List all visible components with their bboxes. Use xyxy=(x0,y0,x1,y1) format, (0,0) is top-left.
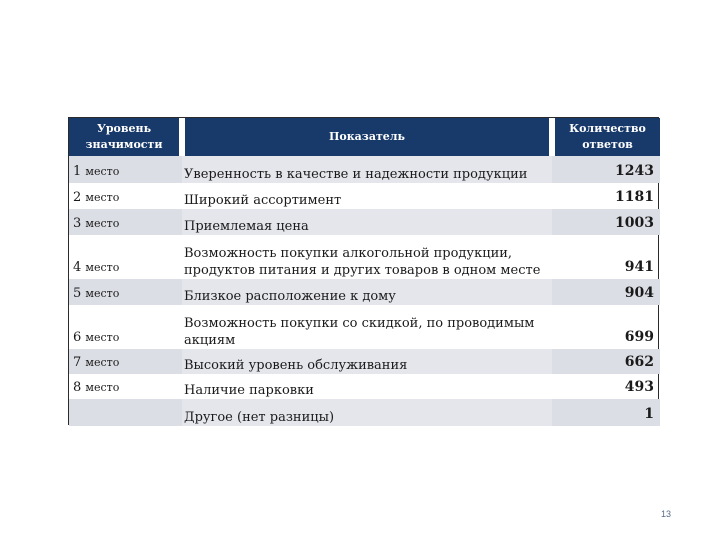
place-number: 1 xyxy=(73,164,82,179)
table-row xyxy=(69,399,660,426)
header-indicator: Показатель xyxy=(182,118,552,156)
count-cell: 493 xyxy=(624,379,654,395)
count-cell: 1 xyxy=(552,399,660,426)
indicator-cell: Широкий ассортимент xyxy=(184,193,342,208)
place-word: место xyxy=(85,356,120,369)
indicator-cell: Высокий уровень обслуживания xyxy=(182,349,552,374)
table-row xyxy=(69,235,660,279)
header-row xyxy=(69,118,660,156)
place-word: место xyxy=(85,381,120,394)
place-word: место xyxy=(85,287,120,300)
count-cell: 904 xyxy=(552,279,660,305)
count-cell: 699 xyxy=(624,329,654,345)
data-table xyxy=(68,117,659,425)
count-cell: 662 xyxy=(552,349,660,374)
table-row xyxy=(69,349,660,374)
place-number: 4 xyxy=(73,260,82,275)
place-word: место xyxy=(85,261,120,274)
place-number: 7 xyxy=(73,355,82,370)
indicator-cell: Возможность покупки алкогольной продукции, продуктов питания и других товаров в одном месте xyxy=(184,246,541,278)
indicator-cell: Уверенность в качестве и надежности продукции xyxy=(182,156,552,183)
place-cell xyxy=(69,305,182,349)
place-cell xyxy=(69,279,182,305)
place-cell xyxy=(69,374,182,399)
header-importance: Уровень значимости xyxy=(69,118,182,156)
table-row xyxy=(69,374,660,399)
count-cell: 941 xyxy=(624,259,654,275)
table-row xyxy=(69,156,660,183)
place-number: 3 xyxy=(73,216,82,231)
place-cell xyxy=(69,209,182,235)
place-number: 6 xyxy=(73,330,82,345)
place-word: место xyxy=(85,191,120,204)
indicator-cell: Близкое расположение к дому xyxy=(182,279,552,305)
place-cell xyxy=(69,399,182,426)
place-cell xyxy=(69,183,182,209)
indicator-cell: Наличие парковки xyxy=(184,383,314,398)
place-word: место xyxy=(85,331,120,344)
indicator-cell: Приемлемая цена xyxy=(182,209,552,235)
indicator-cell: Возможность покупки со скидкой, по проводимым акциям xyxy=(184,316,535,348)
table-row xyxy=(69,305,660,349)
table-row xyxy=(69,209,660,235)
count-cell: 1003 xyxy=(552,209,660,235)
place-cell xyxy=(69,349,182,374)
place-number: 5 xyxy=(73,286,82,301)
place-word: место xyxy=(85,165,120,178)
place-cell xyxy=(69,156,182,183)
count-cell: 1243 xyxy=(552,156,660,183)
count-cell: 1181 xyxy=(615,189,654,205)
header-count: Количество ответов xyxy=(552,118,660,156)
place-number: 8 xyxy=(73,380,82,395)
table-row xyxy=(69,183,660,209)
table-row xyxy=(69,279,660,305)
place-word: место xyxy=(85,217,120,230)
place-cell xyxy=(69,235,182,279)
place-number: 2 xyxy=(73,190,82,205)
indicator-cell: Другое (нет разницы) xyxy=(182,399,552,426)
page-number: 13 xyxy=(661,509,672,519)
